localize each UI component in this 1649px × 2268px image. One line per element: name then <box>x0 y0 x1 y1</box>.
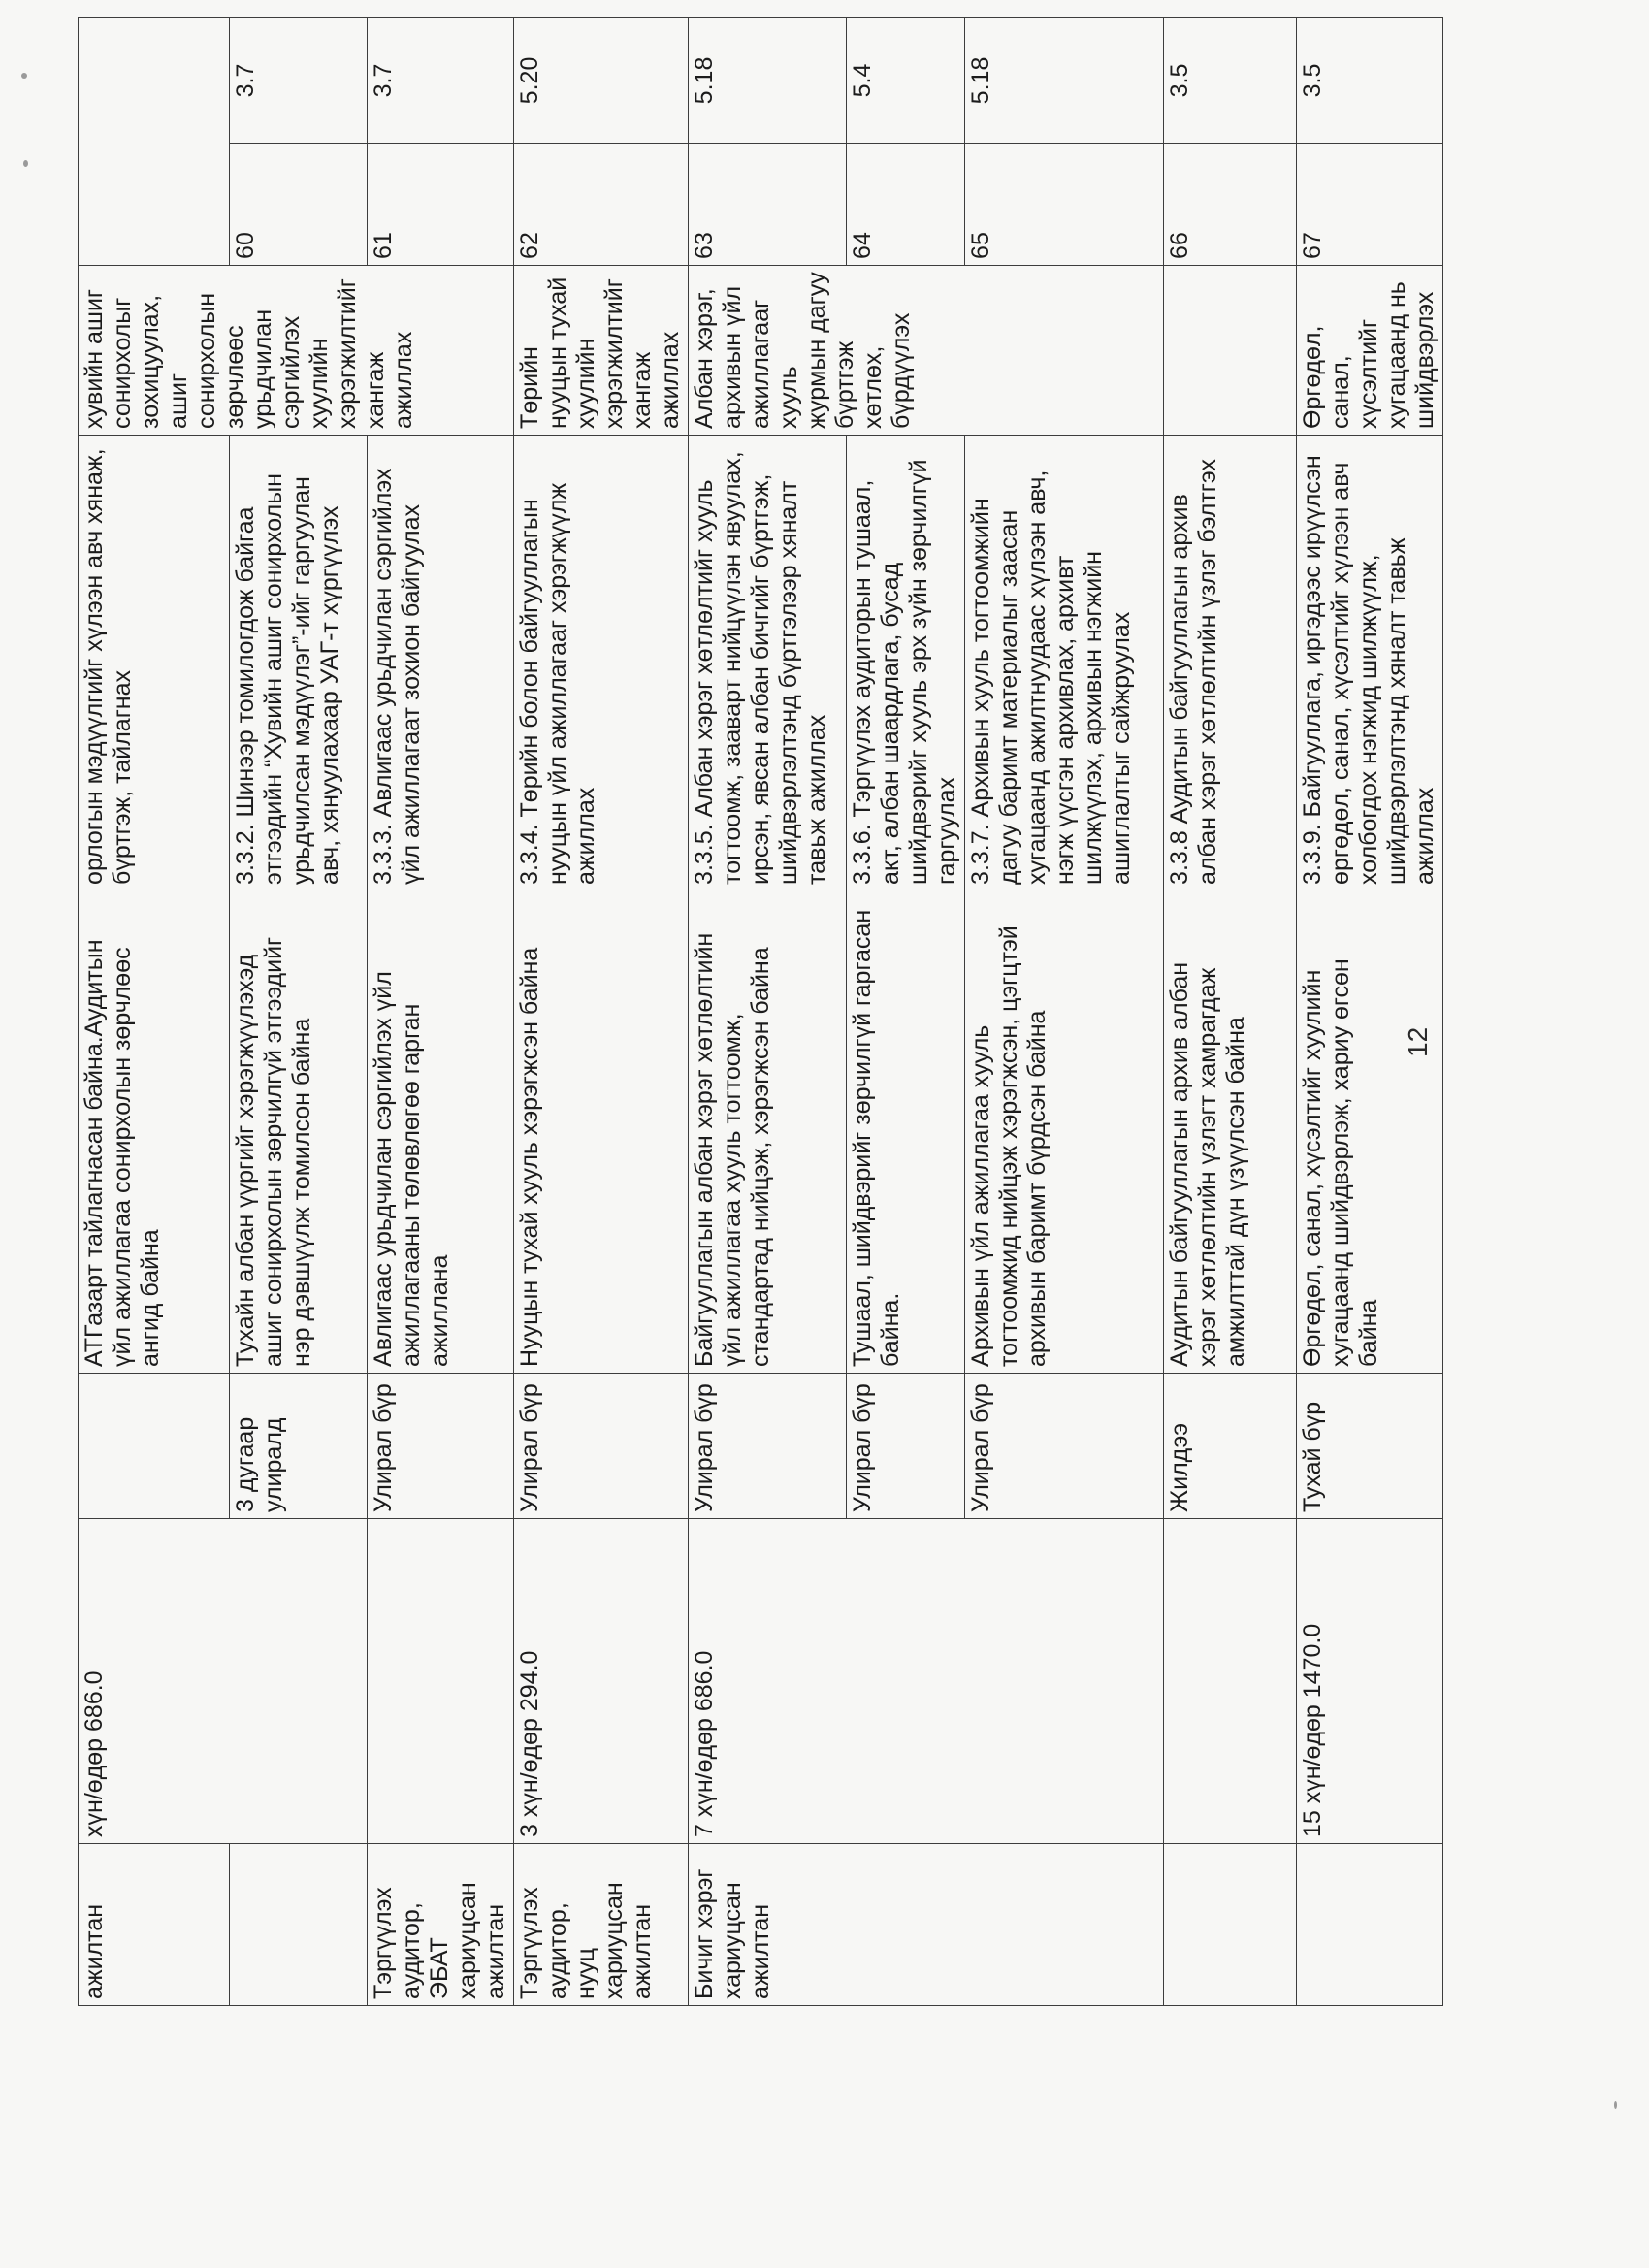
task-cell: орлогын мэдүүлгийг хүлээн авч хянаж, бүртгэж, тайлагнах <box>79 435 230 891</box>
row-number-cell: 60 <box>230 143 368 265</box>
strategy-code-cell: 3.5 <box>1297 18 1443 144</box>
resources-cell: 15 хүн/өдөр 1470.0 <box>1297 1518 1443 1843</box>
responsible-cell <box>1297 1843 1443 2005</box>
resources-cell: 7 хүн/өдөр 686.0 <box>689 1518 1164 1843</box>
task-cell: 3.3.4. Төрийн болон байгууллагын нууцын үйл ажиллагааг хэрэгжүүлж ажиллах <box>514 435 689 891</box>
strategy-code-cell: 5.4 <box>847 18 965 144</box>
table-row <box>1297 18 1443 2006</box>
row-number-cell: 62 <box>514 143 689 265</box>
result-cell: Нууцын тухай хууль хэрэгжсэн байна <box>514 891 689 1373</box>
strategy-code-cell: 3.7 <box>230 18 368 144</box>
scan-speck <box>1614 2101 1617 2109</box>
result-cell: Авлигаас урьдчилан сэргийлэх үйл ажиллагааны төлөвлөгөө гарган ажиллана <box>368 891 514 1373</box>
task-cell: 3.3.6. Тэргүүлэх аудиторын тушаал, акт, албан шаардлага, бусад шийдвэрийг хууль эрх зүйн зөрчилгүй гаргуулах <box>847 435 965 891</box>
period-cell: Тухай бүр <box>1297 1373 1443 1518</box>
period-cell <box>79 1373 230 1518</box>
task-cell: 3.3.9. Байгууллага, иргэдээс ирүүлсэн өргөдөл, санал, хүсэлтийг хүлээн авч холбогдох нэгжид шилжүүлж, шийдвэрлэлтэнд хяналт тавьж ажиллах <box>1297 435 1443 891</box>
result-cell: Архивын үйл ажиллагаа хууль тогтоомжид нийцэж хэрэгжсэн, цэгцтэй архивын баримт бүрдсэн байна <box>965 891 1164 1373</box>
result-cell: Байгууллагын албан хэрэг хөтлөлтийн үйл ажиллагаа хууль тогтоомж, стандартад нийцэж, хэрэгжсэн байна <box>689 891 847 1373</box>
goal-cell: Төрийн нууцын тухай хуулийн хэрэгжилтийг хангаж ажиллах <box>514 265 689 435</box>
table-row <box>1164 18 1297 2006</box>
id-cell <box>79 18 230 266</box>
task-cell: 3.3.8 Аудитын байгууллагын архив албан хэрэг хөтлөлтийн үзлэг бэлтгэх <box>1164 435 1297 891</box>
resources-cell <box>368 1518 514 1843</box>
task-cell: 3.3.2. Шинээр томилогдож байгаа этгээдийн “Хувийн ашиг сонирхолын урьдчилсан мэдүүлэг”-ийг гаргуулан авч, хянуулахаар УАГ-т хүргүүлэх <box>230 435 368 891</box>
period-cell: Улирал бүр <box>514 1373 689 1518</box>
strategy-code-cell: 5.20 <box>514 18 689 144</box>
goal-cell: Албан хэрэг, архивын үйл ажиллагааг хууль журмын дагуу бүртгэж хөтлөх, бүрдүүлэх <box>689 265 1164 435</box>
row-number-cell: 65 <box>965 143 1164 265</box>
result-cell: АТГазарт тайлагнасан байна.Аудитын үйл ажиллагаа сонирхолын зөрчлөөс ангид байна <box>79 891 230 1373</box>
responsible-cell <box>1164 1843 1297 2005</box>
strategy-code-cell: 3.7 <box>368 18 514 144</box>
task-cell: 3.3.7. Архивын хууль тогтоомжийн дагуу баримт материалыг заасан хугацаанд ажилтнуудаас хүлээн авч, нэгж үүсгэн архивлах, архивт шилжүүлэх, архивын нэгжийн ашиглалтыг сайжруулах <box>965 435 1164 891</box>
table-row <box>514 18 689 2006</box>
period-cell: Жилдээ <box>1164 1373 1297 1518</box>
period-cell: 3 дугаар улиралд <box>230 1373 368 1518</box>
row-number-cell: 66 <box>1164 143 1297 265</box>
row-number-cell: 64 <box>847 143 965 265</box>
goal-cell: Өргөдөл, санал, хүсэлтийг хугацаанд нь шийдвэрлэх <box>1297 265 1443 435</box>
responsible-cell <box>230 1843 368 2005</box>
responsible-cell: Бичиг хэрэг хариуцсан ажилтан <box>689 1843 1164 2005</box>
period-cell: Улирал бүр <box>965 1373 1164 1518</box>
responsible-cell: Тэргүүлэх аудитор, ЭБАТ хариуцсан ажилтан <box>368 1843 514 2005</box>
result-cell: Тухайн албан үүргийг хэрэгжүүлэхэд ашиг сонирхолын зөрчилгүй этгээдийг нэр дэвшүүлж томилсон байна <box>230 891 368 1373</box>
page-number: 12 <box>1403 1026 1433 1057</box>
strategy-code-cell: 5.18 <box>965 18 1164 144</box>
goal-cell: хувийн ашиг сонирхолыг зохицуулах, ашиг сонирхолын зөрчлөөс урьдчилан сэргийлэх хуулийн хэрэгжилтийг хангаж ажиллах <box>79 265 514 435</box>
resources-cell: хүн/өдөр 686.0 <box>79 1518 368 1843</box>
period-cell: Улирал бүр <box>847 1373 965 1518</box>
resources-cell <box>1164 1518 1297 1843</box>
strategy-code-cell: 3.5 <box>1164 18 1297 144</box>
goal-cell <box>1164 265 1297 435</box>
result-cell: Тушаал, шийдвэрийг зөрчилгүй гаргасан байна. <box>847 891 965 1373</box>
row-number-cell: 67 <box>1297 143 1443 265</box>
scan-speck <box>23 160 28 167</box>
scan-speck <box>21 73 27 79</box>
row-number-cell: 63 <box>689 143 847 265</box>
responsible-cell: ажилтан <box>79 1843 230 2005</box>
row-number-cell: 61 <box>368 143 514 265</box>
plan-table <box>78 17 1443 2006</box>
task-cell: 3.3.3. Авлигаас урьдчилан сэргийлэх үйл ажиллагаат зохион байгуулах <box>368 435 514 891</box>
table-row <box>79 18 230 2006</box>
period-cell: Улирал бүр <box>368 1373 514 1518</box>
strategy-code-cell: 5.18 <box>689 18 847 144</box>
task-cell: 3.3.5. Албан хэрэг хөтлөлтийг хууль тогтоомж, зааварт нийцүүлэн явуулах, ирсэн, явсан албан бичгийг бүртгэж, шийдвэрлэлтэнд бүртгэлээр хяналт тавьж ажиллах <box>689 435 847 891</box>
result-cell: Өргөдөл, санал, хүсэлтийг хуулийн хугацаанд шийдвэрлэж, хариу өгсөн байна <box>1297 891 1443 1373</box>
result-cell: Аудитын байгууллагын архив албан хэрэг хөтлөлтийн үзлэгт хамрагдаж амжилттай дүн үзүүлсэн байна <box>1164 891 1297 1373</box>
table-row <box>689 18 847 2006</box>
responsible-cell: Тэргүүлэх аудитор, нууц хариуцсан ажилтан <box>514 1843 689 2005</box>
period-cell: Улирал бүр <box>689 1373 847 1518</box>
resources-cell: 3 хүн/өдөр 294.0 <box>514 1518 689 1843</box>
